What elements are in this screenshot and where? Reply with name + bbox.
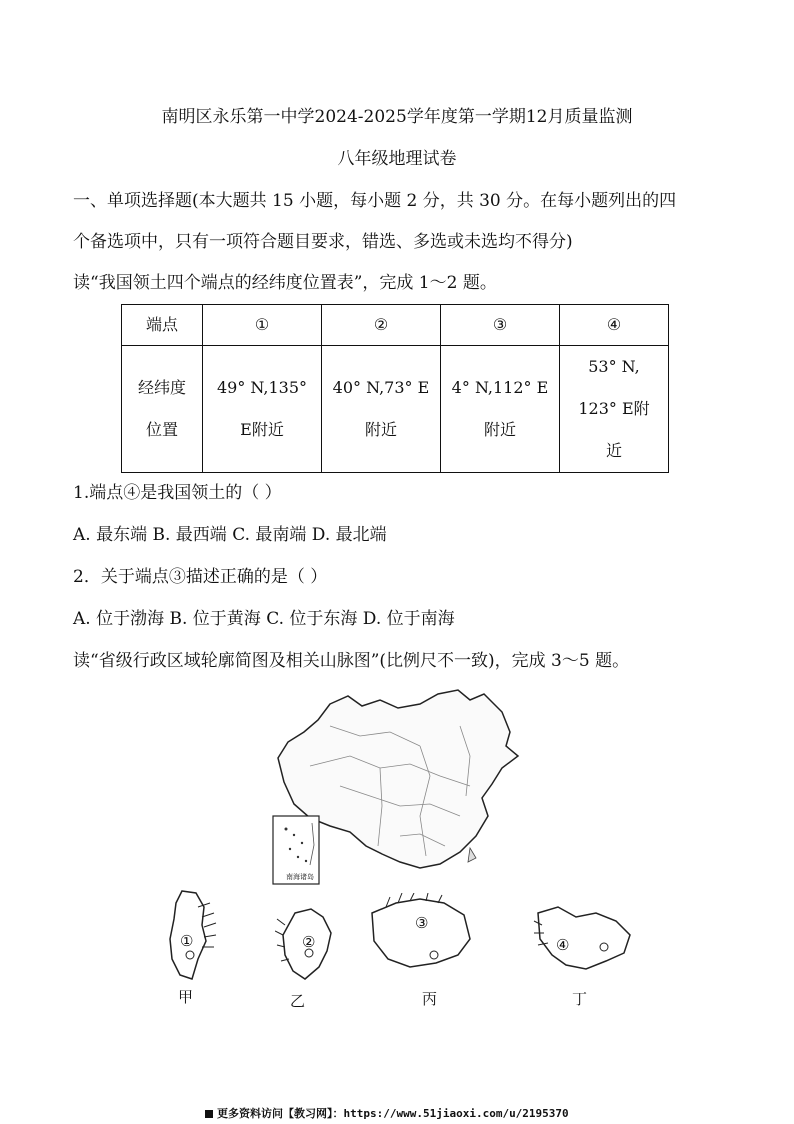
province-yi-marker: ② <box>302 933 316 951</box>
exam-title: 南明区永乐第一中学2024-2025学年度第一学期12月质量监测 <box>161 107 633 127</box>
table-header-row <box>122 305 669 346</box>
intro-map: 读“省级行政区域轮廓简图及相关山脉图”(比例尺不一致)，完成 3～5 题。 <box>73 651 630 671</box>
table-cell-3: 4° N,112° E 附近 <box>441 346 560 473</box>
question-1-stem: 1.端点④是我国领土的（ ） <box>73 483 282 503</box>
table-cell-4: 53° N, 123° E附 近 <box>560 346 669 473</box>
table-header-label: 端点 <box>122 305 203 346</box>
province-yi-label: 乙 <box>290 992 306 1010</box>
table-col-marker-1: ① <box>203 305 322 346</box>
footer-text: 更多资料访问【教习网】：https://www.51jiaoxi.com/u/2195370 <box>217 1107 569 1120</box>
question-2-stem: 2．关于端点③描述正确的是（ ） <box>73 567 328 587</box>
table-col-marker-3: ③ <box>441 305 560 346</box>
province-jia-label: 甲 <box>178 988 194 1006</box>
province-bing-shape <box>366 893 476 978</box>
province-bing-label: 丙 <box>422 990 438 1008</box>
table-cell-1: 49° N,135° E附近 <box>203 346 322 473</box>
table-row-label: 经纬度 位置 <box>122 346 203 473</box>
table-col-marker-4: ④ <box>560 305 669 346</box>
flag-icon <box>205 1110 213 1118</box>
table-cell-2: 40° N,73° E 附近 <box>322 346 441 473</box>
intro-table: 读“我国领土四个端点的经纬度位置表”，完成 1～2 题。 <box>73 273 497 293</box>
province-ding-label: 丁 <box>572 990 588 1008</box>
question-1-options: A. 最东端 B. 最西端 C. 最南端 D. 最北端 <box>73 525 387 545</box>
exam-subtitle: 八年级地理试卷 <box>337 149 457 169</box>
question-2-options: A. 位于渤海 B. 位于黄海 C. 位于东海 D. 位于南海 <box>73 609 455 629</box>
section-heading-line2: 个备选项中，只有一项符合题目要求，错选、多选或未选均不得分) <box>73 232 573 252</box>
province-ding-marker: ④ <box>556 936 570 954</box>
footer-link[interactable] <box>205 1105 569 1121</box>
inset-label: 南海诸岛 <box>286 873 314 881</box>
province-bing-marker: ③ <box>415 914 429 932</box>
table-col-marker-2: ② <box>322 305 441 346</box>
province-ding-shape <box>530 903 640 978</box>
table-body-row <box>122 346 669 473</box>
province-jia-marker: ① <box>180 932 194 950</box>
section-heading-line1: 一、单项选择题(本大题共 15 小题，每小题 2 分，共 30 分。在每小题列出的四 <box>73 191 677 211</box>
extreme-points-table <box>121 304 669 473</box>
